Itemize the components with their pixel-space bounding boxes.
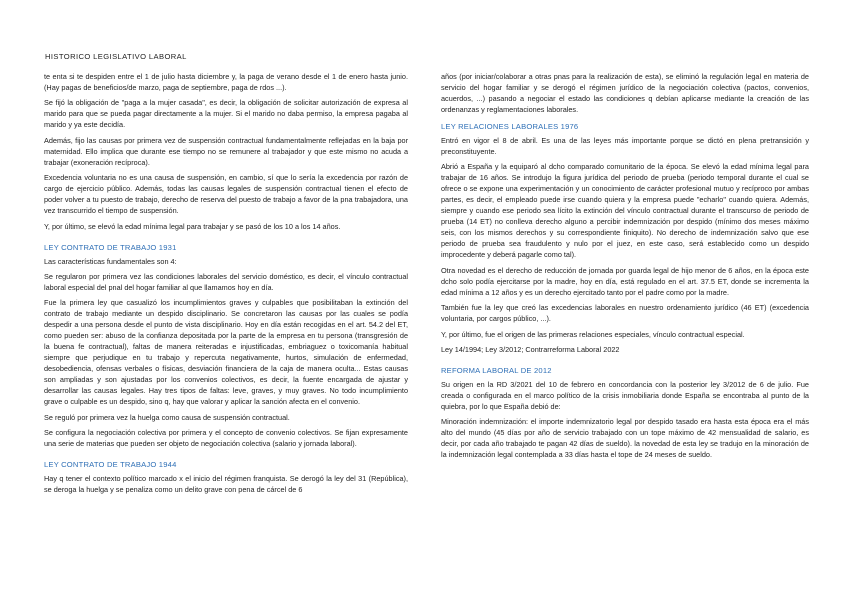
right-column bbox=[441, 71, 809, 465]
paragraph: Y, por último, fue el origen de las primeras relaciones especiales, vínculo contractual especial. bbox=[441, 329, 745, 339]
paragraph: Además, fijo las causas por primera vez de suspensión contractual fundamentalmente reflejadas en la baja por maternidad. Ello implica que durante ese tiempo no se remunere al trabajador y que este mismo no acuda a trabajar (exoneración recíproca). bbox=[44, 135, 408, 167]
paragraph: Su origen en la RD 3/2021 del 10 de febrero en concordancia con la posterior ley 3/2012 de 6 de julio. Fue creada o configurada en el marco político de la crisis inmobiliaria donde España se encontraba al punto de la quiebra, por lo que España debió de: bbox=[441, 379, 809, 411]
paragraph: Las características fundamentales son 4: bbox=[44, 256, 177, 266]
paragraph: Y, por último, se elevó la edad mínima legal para trabajar y se pasó de los 10 a los 14 años. bbox=[44, 221, 341, 231]
section-heading: LEY RELACIONES LABORALES 1976 bbox=[441, 122, 579, 131]
paragraph: Ley 14/1994; Ley 3/2012; Contrarreforma Laboral 2022 bbox=[441, 344, 620, 354]
section-heading: LEY CONTRATO DE TRABAJO 1944 bbox=[44, 460, 177, 470]
paragraph: Se fijó la obligación de "paga a la mujer casada", es decir, la obligación de solicitar autorización de expresa al marido para que se pueda pagar directamente a la mujer. Si el marido no daba permiso, la empresa pagaba al marido y ya este decidía. bbox=[44, 98, 408, 130]
section-heading: LEY CONTRATO DE TRABAJO 1931 bbox=[44, 242, 177, 252]
document-title: HISTORICO LEGISLATIVO LABORAL bbox=[45, 52, 187, 61]
section-heading: REFORMA LABORAL DE 2012 bbox=[441, 365, 552, 375]
paragraph: Fue la primera ley que casualizó los incumplimientos graves y culpables que posibilitaban la extinción del contrato de trabajo mediante un despido disciplinario. Se concretaron las causas por las cuales se podía despedir a una persona desde el punto de vista disciplinario. Hoy en día están recogidas en el art. 54.2 del ET, como pueden ser: abuso de la confianza depositada por la parte de la empresa en tu persona (transgresión de la buena fe contractual), faltas de manera reiteradas e injustificadas, embriaguez o toxicomanía habitual siempre que perjudique en tu trabajo y repercuta negativamente, hurtos, simulación de enfermedad, desobediencia, ofensas verbales o físicas, desviación financiera de la caja de manera oculta... Estas causas son ampliadas y son ajustadas por los convenios colectivos, es decir, la fuente encargada de ajustar y desarrollar las causas legales. Hay tres tipos de faltas: leve, graves, y muy graves. No todo incumplimiento grave o culpable es un despido, sino q, hay que valorar y aplicar la sanción afecta en el convenio. bbox=[44, 298, 408, 407]
paragraph: años (por iniciar/colaborar a otras pnas para la realización de esta), se eliminó la regulación legal en materia de servicio del hogar familiar y se derogó el régimen jurídico de la negociación colectiva (pactos, convenios, acuerdos, ...) pasando a negociar el estado las condiciones q debían aplicarse mediante la creación de las ordenanzas y reglamentaciones laborales. bbox=[441, 72, 809, 114]
left-column bbox=[44, 71, 408, 500]
paragraph: Se regularon por primera vez las condiciones laborales del servicio doméstico, es decir, el vínculo contractual laboral especial del pnal del hogar familiar al que llamamos hoy en día. bbox=[44, 271, 408, 292]
paragraph: Se reguló por primera vez la huelga como causa de suspensión contractual. bbox=[44, 412, 290, 422]
paragraph: Hay q tener el contexto político marcado x el inicio del régimen franquista. Se derogó la ley del 31 (República), se deroga la huelga y se penaliza como un delito grave con pena de cárcel de 6 bbox=[44, 474, 408, 495]
paragraph: te enta si te despiden entre el 1 de julio hasta diciembre y, la paga de verano desde el 1 de enero hasta junio. (Hay pagas de beneficios/de marzo, paga de septiembre, paga de rdos ...). bbox=[44, 72, 408, 92]
paragraph: Entró en vigor el 8 de abril. Es una de las leyes más importante porque se dictó en plena pretransición y preconstituyente. bbox=[441, 136, 809, 156]
paragraph: Abrió a España y la equiparó al dcho comparado comunitario de la época. Se elevó la edad mínima legal para trabajar de 16 años. Se introdujo la figura jurídica del periodo de prueba (periodo temporal durante el cual se ofrece o se expone una experimentación y un conocimiento de carácter profesional mutuo y recíproco por ambas partes, es decir, el empleado puede irse cuando quiera y la empresa puede "echarlo" cuando quiera. Además, siempre y cuando ese periodo sea lícito la extinción del vínculo contractual durante el transcurso de periodo de prueba (14 ET) no conlleva derecho alguno a percibir indemnización por despido (mínimo dos meses máximo seis, con los mismos derechos y su correspondiente finiquito). No derecho de indemnización salvo que ese periodo de prueba sea fraudulento y nulo por el juez, en este caso, será establecido como un despido improcedente y deberá pagarle como tal). bbox=[441, 162, 809, 260]
paragraph: Excedencia voluntaria no es una causa de suspensión, en cambio, sí que lo sería la excedencia por razón de cargo de ejercicio público. Además, todas las causas legales de suspensión contractual tienen el efecto de poder volver a tu puesto de trabajo, derecho de reserva del puesto de trabajo a favor de la pna trabajadora, una vez transcurrido el tiempo de suspensión. bbox=[44, 173, 408, 216]
paragraph: También fue la ley que creó las excedencias laborales en nuestro ordenamiento jurídico (46 ET) (excedencia voluntaria, por cargos público, ...). bbox=[441, 303, 809, 324]
paragraph: Se configura la negociación colectiva por primera y el concepto de convenio colectivos. Se fijan expresamente una serie de materias que pueden ser objeto de negociación colectiva (salario y jornada laboral). bbox=[44, 428, 408, 449]
paragraph: Otra novedad es el derecho de reducción de jornada por guarda legal de hijo menor de 6 años, en la época este dcho solo podía ejercitarse por la madre, hoy en día, está regulado en el art. 37.5 ET, donde se incrementa la edad mínima a 12 años y es un derecho ejercitado tanto por el padre como por la madre. bbox=[441, 265, 809, 297]
paragraph: Minoración indemnización: el importe indemnizatorio legal por despido tasado era hasta esta época era el más alto del mundo (45 días por año de servicio trabajado con un tope máximo de 42 mensualidad de salario, es decir, por cada año trabajado te pagan 42 días de sueldo). la novedad de esta ley se tradujo en la minoración de la indemnización legal contemplada a 33 días hasta el tope de 24 meses de sueldo. bbox=[441, 417, 809, 460]
